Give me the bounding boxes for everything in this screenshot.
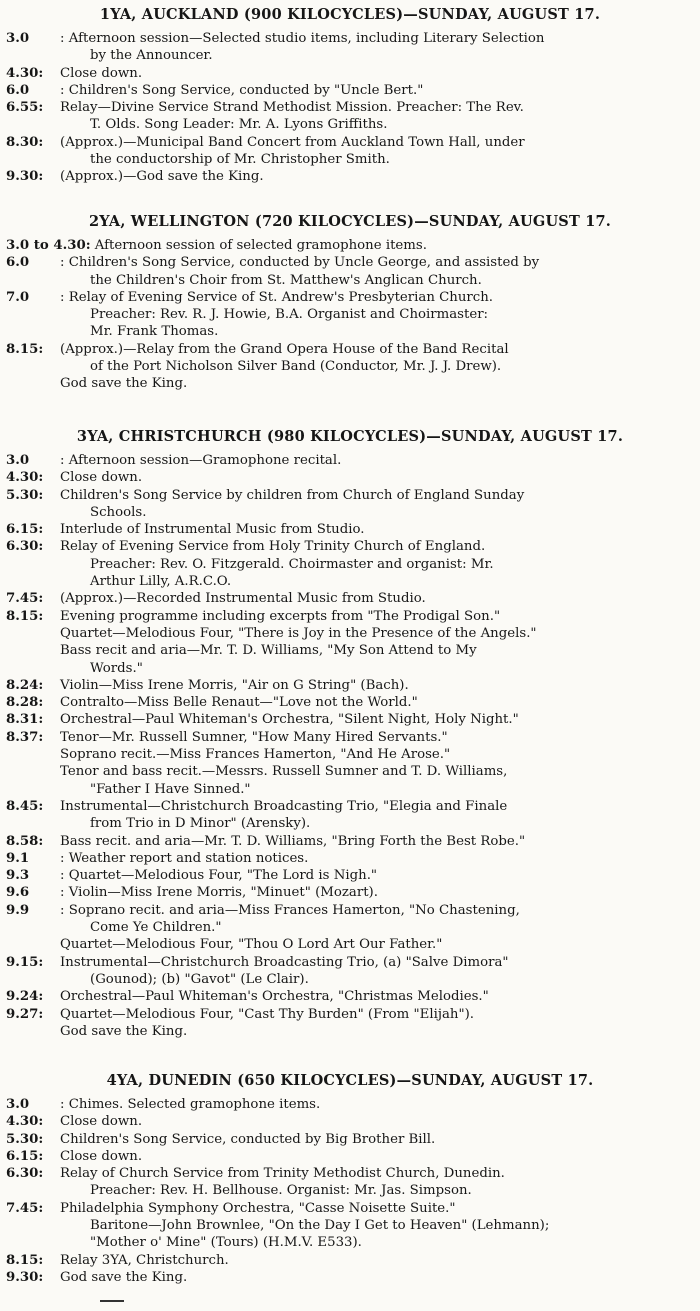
programme-entry [0, 590, 700, 607]
entry-continuation: the conductorship of Mr. Christopher Smith. [90, 152, 390, 168]
entry-text: : Relay of Evening Service of St. Andrew's Presbyterian Church. [60, 289, 494, 305]
entry-time: 4.30: [6, 470, 44, 486]
entry-text: Close down. [60, 1114, 143, 1130]
programme-entry [0, 521, 700, 538]
station-heading: 3YA, CHRISTCHURCH (980 KILOCYCLES)—SUNDAY, AUGUST 17. [76, 428, 624, 445]
entry-continuation: Come Ye Children." [90, 920, 222, 936]
entry-text: : Quartet—Melodious Four, "The Lord is Nigh." [60, 868, 378, 884]
entry-text: Close down. [60, 65, 143, 81]
entry-text: Relay of Church Service from Trinity Methodist Church, Dunedin. [60, 1166, 505, 1182]
entry-text: : Soprano recit. and aria—Miss Frances Hamerton, "No Chastening, [60, 902, 520, 918]
programme-entry [0, 1131, 700, 1148]
programme-entry [0, 867, 700, 884]
entry-continuation: Arthur Lilly, A.R.C.O. [90, 574, 232, 590]
entry-text: : Children's Song Service, conducted by Uncle George, and assisted by [60, 255, 540, 271]
entry-time: 8.58: [6, 833, 44, 849]
entry-extra-line: Bass recit and aria—Mr. T. D. Williams, "My Son Attend to My [60, 643, 477, 659]
programme-entry [0, 289, 700, 341]
station-heading: 4YA, DUNEDIN (650 KILOCYCLES)—SUNDAY, AUGUST 17. [106, 1072, 594, 1089]
entry-text: (Approx.)—God save the King. [60, 169, 264, 185]
entry-text: : Violin—Miss Irene Morris, "Minuet" (Mozart). [60, 885, 378, 901]
entry-text: Tenor—Mr. Russell Sumner, "How Many Hired Servants." [60, 729, 448, 745]
programme-entry [0, 694, 700, 711]
entry-time: 8.24: [6, 677, 44, 693]
entry-time: 5.30: [6, 487, 44, 503]
programme-entry [0, 729, 700, 798]
entry-text: : Chimes. Selected gramophone items. [60, 1097, 321, 1112]
entry-time: 8.28: [6, 695, 44, 711]
entry-text: Close down. [60, 470, 143, 486]
entry-continuation: (Gounod); (b) "Gavot" (Le Clair). [90, 971, 309, 987]
programme-entry [0, 341, 700, 393]
entry-time: 8.31: [6, 712, 44, 728]
entry-time: 8.15: [6, 341, 44, 357]
entry-text: Quartet—Melodious Four, "Cast Thy Burden" (From "Elijah"). [60, 1006, 474, 1022]
entry-continuation: Words." [90, 660, 143, 676]
entry-extra-line: Quartet—Melodious Four, "There is Joy in the Presence of the Angels." [60, 625, 537, 641]
entry-time: 9.27: [6, 1006, 44, 1022]
entry-time: 6.30: [6, 539, 44, 555]
section-4ya-dunedin [0, 1072, 700, 1286]
entry-time: 9.15: [6, 954, 44, 970]
programme-entry [0, 833, 700, 850]
section-1ya-auckland [0, 6, 700, 186]
entry-time: 4.30: [6, 1114, 44, 1130]
programme-entry [0, 1113, 700, 1130]
entry-extra-line: God save the King. [60, 1023, 188, 1039]
entry-time: 9.30: [6, 169, 44, 185]
entry-time: 6.15: [6, 1148, 44, 1164]
entry-continuation: Mr. Frank Thomas. [90, 324, 219, 340]
entry-time: 6.30: [6, 1166, 44, 1182]
entry-time: 9.24: [6, 989, 44, 1005]
programme-entry [0, 1148, 700, 1165]
entry-time: 8.15: [6, 608, 44, 624]
entry-continuation: "Father I Have Sinned." [90, 781, 251, 797]
entry-time: 4.30: [6, 65, 44, 81]
programme-entry [0, 798, 700, 833]
entry-text: : Children's Song Service, conducted by "Uncle Bert." [60, 82, 424, 98]
entry-text: Contralto—Miss Belle Renaut—"Love not the World." [60, 695, 418, 711]
entry-text: Interlude of Instrumental Music from Studio. [60, 522, 365, 538]
programme-entry [0, 82, 700, 99]
entry-time: 8.45: [6, 798, 44, 814]
entry-time: 7.45: [6, 1200, 44, 1216]
programme-entry [0, 884, 700, 901]
section-2ya-wellington [0, 213, 700, 393]
programme-entry [0, 254, 700, 289]
entry-time: 6.55: [6, 100, 44, 116]
entry-time: 8.15: [6, 1252, 44, 1268]
entry-time: 9.1 [6, 850, 30, 866]
entry-text: Philadelphia Symphony Orchestra, "Casse Noisette Suite." [60, 1200, 456, 1216]
entry-text: Bass recit. and aria—Mr. T. D. Williams, "Bring Forth the Best Robe." [60, 833, 526, 849]
programme-entry [0, 988, 700, 1005]
entry-continuation: T. Olds. Song Leader: Mr. A. Lyons Griffiths. [90, 117, 388, 133]
entry-continuation: Preacher: Rev. H. Bellhouse. Organist: Mr. Jas. Simpson. [90, 1183, 472, 1199]
entry-continuation: Preacher: Rev. O. Fitzgerald. Choirmaster and organist: Mr. [90, 556, 494, 572]
station-heading: 2YA, WELLINGTON (720 KILOCYCLES)—SUNDAY, AUGUST 17. [88, 213, 612, 230]
entry-time: 7.45: [6, 591, 44, 607]
entry-text: Instrumental—Christchurch Broadcasting Trio, "Elegia and Finale [60, 798, 508, 814]
programme-entry [0, 452, 700, 469]
entry-text: (Approx.)—Recorded Instrumental Music from Studio. [60, 591, 426, 607]
entry-time: 9.3 [6, 868, 30, 884]
programme-entry [0, 1096, 700, 1113]
section-3ya-christchurch [0, 428, 700, 1040]
entry-continuation: of the Port Nicholson Silver Band (Conductor, Mr. J. J. Drew). [90, 359, 502, 375]
programme-entry [0, 608, 700, 677]
programme-entry [0, 30, 700, 65]
entry-text: Relay 3YA, Christchurch. [60, 1252, 229, 1268]
entry-continuation: "Mother o' Mine" (Tours) (H.M.V. E533). [90, 1235, 362, 1251]
programme-entry [0, 954, 700, 989]
entry-time: 8.30: [6, 134, 44, 150]
programme-entry [0, 487, 700, 522]
entry-time: 3.0 to 4.30: [6, 238, 91, 253]
entry-text: (Approx.)—Relay from the Grand Opera House of the Band Recital [60, 341, 509, 357]
entry-time: 3.0 [6, 453, 30, 468]
programme-entry [0, 1165, 700, 1200]
station-heading: 1YA, AUCKLAND (900 KILOCYCLES)—SUNDAY, AUGUST 17. [99, 6, 601, 23]
entry-text: Violin—Miss Irene Morris, "Air on G String" (Bach). [60, 677, 409, 693]
entry-time: 7.0 [6, 289, 30, 305]
programme-entry [0, 850, 700, 867]
entry-continuation: Baritone—John Brownlee, "On the Day I Get to Heaven" (Lehmann); [90, 1218, 550, 1234]
entry-text: Afternoon session of selected gramophone items. [94, 238, 427, 253]
entry-text: : Afternoon session—Selected studio items, including Literary Selection [60, 31, 545, 46]
entry-time: 9.9 [6, 902, 30, 918]
entry-extra-line: Quartet—Melodious Four, "Thou O Lord Art Our Father." [60, 937, 443, 953]
entry-text: : Afternoon session—Gramophone recital. [60, 453, 342, 468]
entry-time: 9.30: [6, 1269, 44, 1285]
entry-continuation: from Trio in D Minor" (Arensky). [90, 816, 311, 832]
entry-text: Evening programme including excerpts from "The Prodigal Son." [60, 608, 501, 624]
programme-entry [0, 168, 700, 185]
entry-time: 3.0 [6, 31, 30, 46]
entry-continuation: Schools. [90, 504, 147, 520]
entry-time: 5.30: [6, 1131, 44, 1147]
entry-text: Children's Song Service, conducted by Big Brother Bill. [60, 1131, 436, 1147]
entry-time: 6.0 [6, 255, 30, 271]
programme-entry [0, 237, 700, 254]
entry-extra-line: Tenor and bass recit.—Messrs. Russell Sumner and T. D. Williams, [60, 764, 508, 780]
programme-entry [0, 134, 700, 169]
entry-text: Orchestral—Paul Whiteman's Orchestra, "Christmas Melodies." [60, 989, 489, 1005]
entry-text: : Weather report and station notices. [60, 850, 309, 866]
programme-entry [0, 1269, 700, 1286]
entry-text: Close down. [60, 1148, 143, 1164]
programme-entry [0, 1252, 700, 1269]
entry-time: 8.37: [6, 729, 44, 745]
programme-entry [0, 711, 700, 728]
entry-time: 6.0 [6, 82, 30, 98]
page-cut-mark [100, 1300, 124, 1308]
entry-time: 9.6 [6, 885, 30, 901]
entry-continuation: by the Announcer. [90, 48, 213, 64]
programme-entry [0, 99, 700, 134]
programme-entry [0, 1200, 700, 1252]
entry-text: God save the King. [60, 1269, 188, 1285]
entry-time: 3.0 [6, 1097, 30, 1112]
entry-text: Orchestral—Paul Whiteman's Orchestra, "Silent Night, Holy Night." [60, 712, 519, 728]
entry-extra-line: Soprano recit.—Miss Frances Hamerton, "And He Arose." [60, 747, 451, 763]
programme-entry [0, 65, 700, 82]
programme-entry [0, 902, 700, 954]
entry-extra-line: God save the King. [60, 376, 188, 392]
entry-time: 6.15: [6, 522, 44, 538]
entry-text: Children's Song Service by children from Church of England Sunday [60, 487, 525, 503]
programme-entry [0, 1006, 700, 1041]
programme-entry [0, 677, 700, 694]
entry-text: Instrumental—Christchurch Broadcasting Trio, (a) "Salve Dimora" [60, 954, 509, 970]
entry-text: (Approx.)—Municipal Band Concert from Auckland Town Hall, under [60, 134, 525, 150]
entry-text: Relay—Divine Service Strand Methodist Mission. Preacher: The Rev. [60, 100, 524, 116]
entry-continuation: Preacher: Rev. R. J. Howie, B.A. Organist and Choirmaster: [90, 307, 489, 323]
programme-entry [0, 469, 700, 486]
entry-text: Relay of Evening Service from Holy Trinity Church of England. [60, 539, 486, 555]
programme-entry [0, 538, 700, 590]
entry-continuation: the Children's Choir from St. Matthew's Anglican Church. [90, 272, 482, 288]
